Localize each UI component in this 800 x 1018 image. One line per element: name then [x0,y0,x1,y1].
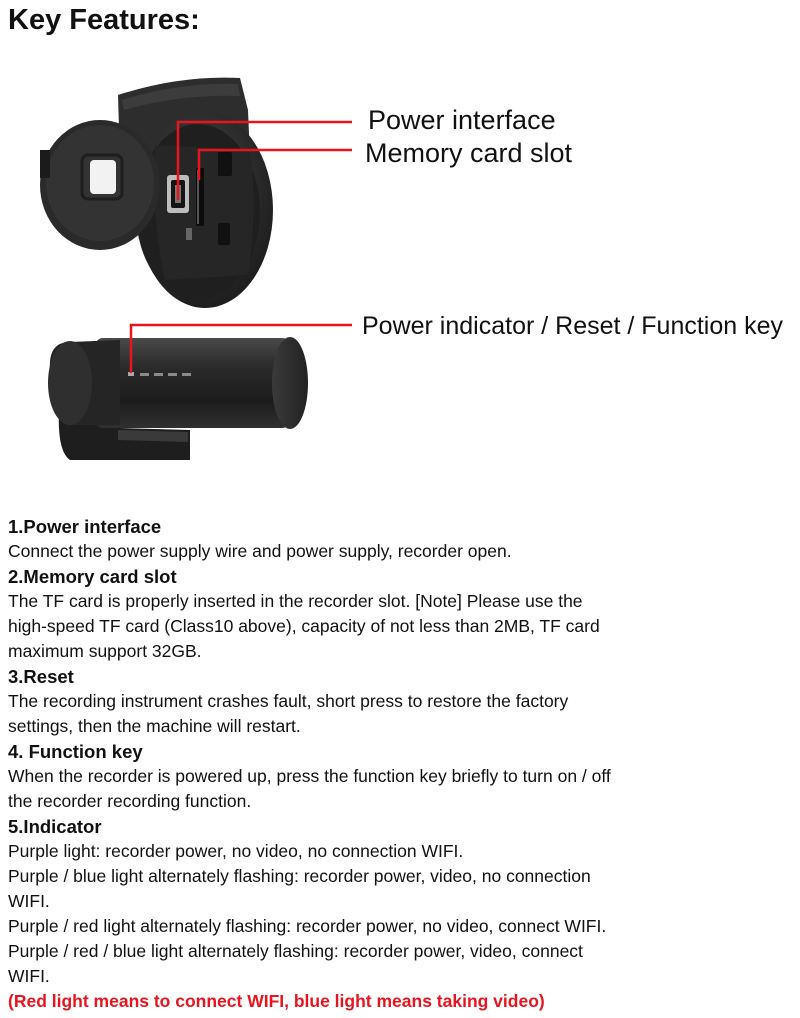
cylinder-body [95,338,290,428]
callout-indicator-reset-function: Power indicator / Reset / Function key [362,312,784,340]
section-heading: 5.Indicator [8,816,102,837]
section-line: Purple light: recorder power, no video, no connection WIFI. [8,841,464,861]
section-heading: 3.Reset [8,666,74,687]
note-text: (Red light means to connect WIFI, blue light means taking video) [8,991,545,1011]
section-memory-card-slot [8,564,794,664]
section-line: WIFI. [8,891,50,911]
page-title: Key Features: [8,4,200,36]
section-power-interface [8,514,794,564]
device-side-view [48,337,308,460]
feature-descriptions [8,514,794,1014]
device-rear-view [40,78,273,308]
section-line: When the recorder is powered up, press the function key briefly to turn on / off [8,766,611,786]
section-line: The TF card is properly inserted in the recorder slot. [Note] Please use the [8,591,583,611]
section-line: the recorder recording function. [8,791,252,811]
callout-power-interface: Power interface [368,105,556,135]
section-line: settings, then the machine will restart. [8,716,301,736]
section-line: Purple / red / blue light alternately flashing: recorder power, video, connect [8,941,583,961]
section-line: Connect the power supply wire and power supply, recorder open. [8,541,512,561]
callout-memory-card-slot: Memory card slot [365,138,573,168]
section-line: Purple / red light alternately flashing: recorder power, no video, connect WIFI. [8,916,607,936]
device-figure [0,50,800,510]
section-reset [8,664,794,739]
section-line: The recording instrument crashes fault, short press to restore the factory [8,691,569,711]
section-line: Purple / blue light alternately flashing: recorder power, video, no connection [8,866,591,886]
section-heading: 1.Power interface [8,516,162,537]
section-line: high-speed TF card (Class10 above), capacity of not less than 2MB, TF card [8,616,600,636]
section-line: WIFI. [8,966,50,986]
detached-cover [40,120,160,250]
section-heading: 2.Memory card slot [8,566,177,587]
section-indicator [8,814,794,989]
lens-cap [272,337,308,429]
section-heading: 4. Function key [8,741,143,762]
section-line: maximum support 32GB. [8,641,202,661]
section-function-key [8,739,794,814]
